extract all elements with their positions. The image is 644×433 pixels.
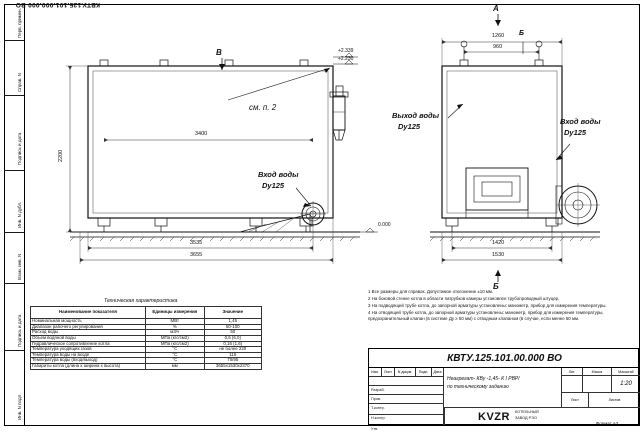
spec-cell: МПа (кгс/см2)	[146, 335, 205, 341]
spec-cell: МВт	[146, 319, 205, 325]
stamp-sheets: Листов	[608, 398, 621, 402]
dim-1420: 1420	[492, 240, 505, 246]
spec-cell: °С	[146, 352, 205, 358]
elev-0000: 0.000	[378, 222, 391, 228]
margin-label-3: Инв. N дубл.	[17, 201, 22, 228]
margin-label-1: Справ. N	[17, 73, 22, 92]
notes-block	[368, 289, 633, 322]
doc-number: КВТУ.125.101.00.000 ВО	[447, 352, 562, 364]
spec-header-row	[31, 307, 262, 319]
view-label-a-right: А	[493, 4, 499, 13]
stamp-row-tkontr: Т.контр.	[371, 406, 385, 410]
stamp-row-razrab: Разраб.	[371, 388, 385, 392]
spec-cell: Температура воды на входе	[31, 352, 146, 358]
spec-cell: Температура уходящих газов	[31, 347, 146, 353]
top-title: КВТУ.125.101.000.000 ВО	[15, 1, 100, 8]
margin-label-0: Перв. примен.	[17, 8, 22, 38]
spec-cell: 1,45	[204, 319, 261, 325]
margin-label-5: Подпись и дата	[17, 314, 22, 347]
spec-cell: 50-100	[204, 324, 261, 330]
spec-cell: 3655х1530х2370	[204, 364, 261, 370]
stamp-row-prov: Пров.	[371, 397, 382, 401]
stamp-row-utv: Утв.	[371, 427, 379, 431]
spec-col-2: Значение	[204, 307, 261, 319]
stamp-scale-value: 1:20	[620, 381, 632, 387]
title-block	[368, 348, 639, 431]
spec-cell: м3/ч	[146, 330, 205, 336]
company-line-1: КОТЕЛЬНЫЙ	[514, 409, 539, 414]
stamp-row-nkontr: Н.контр.	[371, 416, 386, 420]
water-out-label: Выход воды	[392, 111, 440, 120]
spec-title: Техническая характеристика	[104, 298, 178, 304]
water-in-right-dn: Dу125	[564, 128, 587, 137]
water-out-dn: Dу125	[398, 122, 421, 131]
stamp-col-ndocum: N докум.	[395, 368, 416, 376]
spec-cell: не более 220	[204, 347, 261, 353]
dim-3535: 3535	[190, 240, 203, 246]
dim-3655: 3655	[190, 252, 203, 258]
dim-960: 960	[493, 44, 503, 50]
spec-cell: 70/95	[204, 358, 261, 364]
note-ref-label: см. п. 2	[249, 103, 277, 112]
spec-cell: Гидравлическое сопротивление котла	[31, 341, 146, 347]
product-name-1: Неагрегат- КВу -1,45- К І РВР/	[447, 376, 520, 382]
dim-height-2200: 2200	[58, 149, 64, 162]
spec-cell: °С	[146, 358, 205, 364]
view-label-v: В	[216, 48, 222, 57]
margin-label-2: Подпись и дата	[17, 132, 22, 165]
spec-cell: 0,16 (1,6)	[204, 341, 261, 347]
margin-label-6: Инв. N подл.	[17, 393, 22, 420]
company-line-2: ЗАВОД РЭО	[514, 415, 537, 420]
spec-cell: %	[146, 324, 205, 330]
table-row	[31, 364, 262, 370]
view-label-b-bottom: Б	[493, 282, 499, 291]
elev-2339: +2.339	[338, 48, 354, 54]
dim-1530: 1530	[492, 252, 505, 258]
spec-col-1: Единицы измерения	[146, 307, 205, 319]
margin-label-4: Взам. инв. N	[17, 253, 22, 280]
water-in-right-label: Вход воды	[560, 117, 601, 126]
stamp-sheet: Лист	[562, 393, 589, 407]
stamp-mass: Масса	[583, 368, 612, 375]
spec-cell: Расход воды	[31, 330, 146, 336]
view-label-b-top: Б	[519, 30, 524, 37]
stamp-col-data: Дата	[433, 370, 442, 374]
spec-cell: °С	[146, 347, 205, 353]
spec-cell: 0,6 (6,0)	[204, 335, 261, 341]
company-logo: KVZR	[478, 410, 510, 423]
spec-col-0: Наименование показателя	[31, 307, 146, 319]
product-name-2: по техническому заданию	[447, 384, 509, 390]
spec-cell: Объем водяной воды	[31, 335, 146, 341]
note-3: 3 На подводящей трубе котла, до запорной арматуры установлены: манометр, прибор для измерения температуры.	[368, 302, 607, 308]
spec-cell: Номинальная мощность	[31, 319, 146, 325]
stamp-scale-label: Масштаб	[618, 370, 634, 374]
stamp-lit: Лит.	[562, 368, 583, 375]
note-1: 1 Все размеры для справок. Допустимое отклонение ±10 мм.	[368, 289, 494, 294]
spec-cell: 115	[204, 352, 261, 358]
spec-cell: мм	[146, 364, 205, 370]
water-in-left-label: Вход воды	[258, 170, 299, 179]
dim-3400: 3400	[195, 131, 208, 137]
stamp-col-izm: Изм.	[369, 368, 382, 376]
spec-table	[30, 306, 262, 370]
spec-cell: Габариты котла (длина х ширина х высота)	[31, 364, 146, 370]
format-label: Формат А3	[596, 421, 619, 426]
spec-cell: 50	[204, 330, 261, 336]
water-in-left-dn: Dу125	[262, 181, 285, 190]
stamp-col-podp: Подп.	[416, 368, 432, 376]
spec-cell: Диапазон рабочего регулирования	[31, 324, 146, 330]
spec-cell: Температура воды (вход/выход)	[31, 358, 146, 364]
stamp-col-list: Лист	[382, 368, 395, 376]
dim-1260: 1260	[492, 33, 505, 39]
elev-2230: +2.230	[338, 56, 354, 62]
spec-cell: МПа (кгс/см2)	[146, 341, 205, 347]
note-4: 4 На отводящей трубе котла, до запорной арматуры установлены: манометр, прибор для измерения температуры, предохранительный клапан (в системе Ду ≥ 50 мм) с отводным клапаном (в случае, если менее 50 мм.	[368, 309, 604, 321]
note-2: 2 На боковой стенке котла в области патрубков камеры установлен трубопроводный штуцер.	[368, 295, 560, 301]
